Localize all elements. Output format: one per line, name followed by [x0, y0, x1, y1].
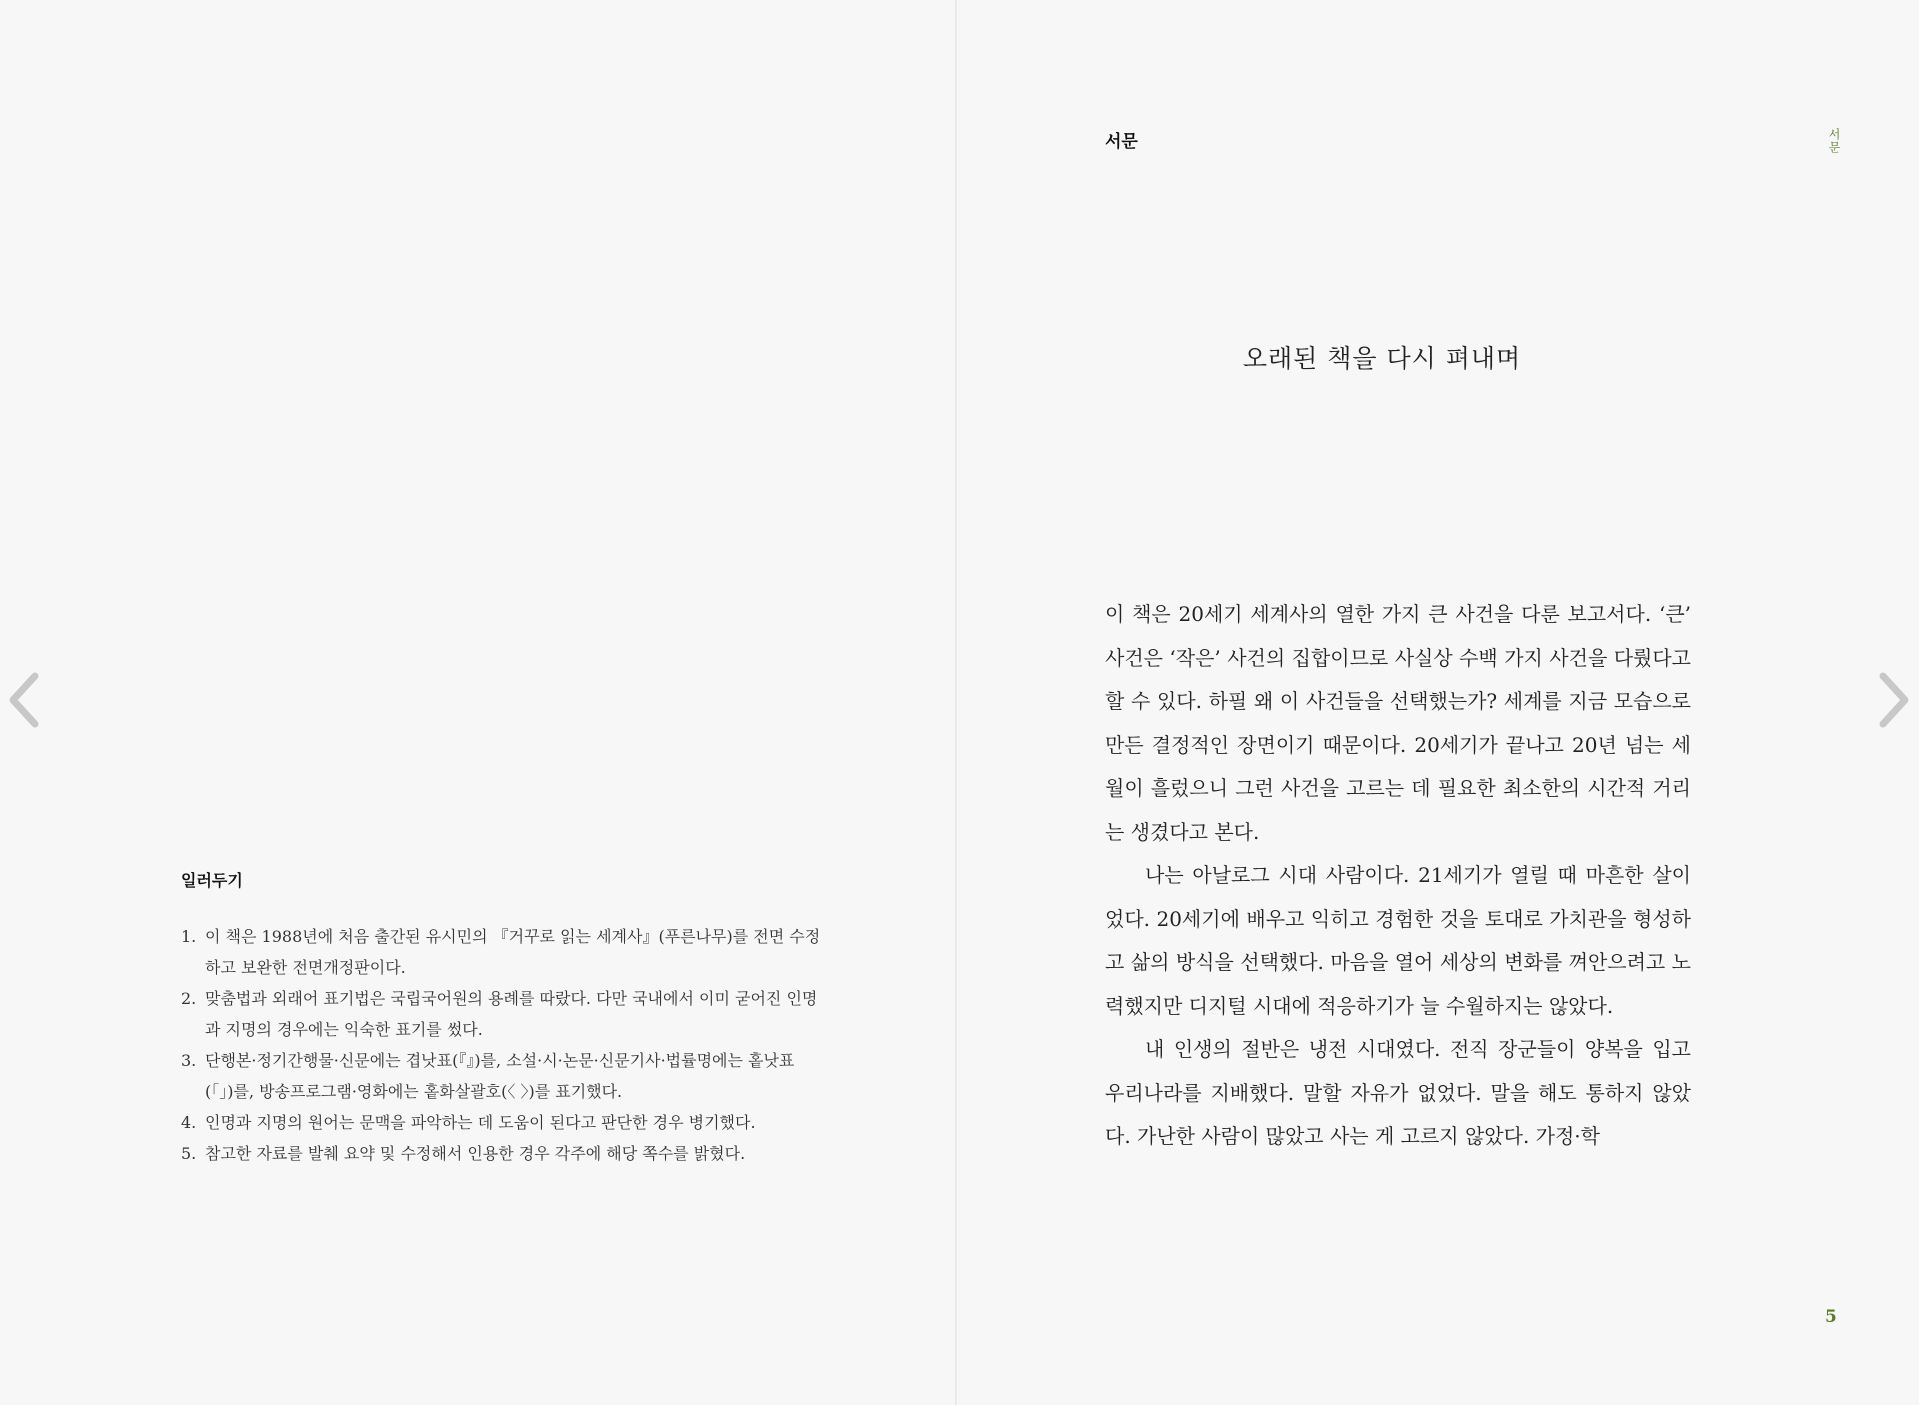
notes-item-number: 5. [181, 1144, 197, 1163]
notes-item [181, 983, 821, 1045]
notes-item-number: 2. [181, 989, 197, 1008]
chevron-right-icon [1872, 670, 1916, 730]
notes-item-text: 이 책은 1988년에 처음 출간된 유시민의 『거꾸로 읽는 세계사』(푸른나무)를 전면 수정하고 보완한 전면개정판이다. [205, 927, 821, 977]
chevron-left-icon [2, 670, 46, 730]
chapter-title: 오래된 책을 다시 펴내며 [1242, 344, 1522, 373]
page-number: 5 [1825, 1307, 1837, 1327]
notes-item-number: 3. [181, 1051, 197, 1070]
right-page [957, 0, 1919, 1405]
notes-item [181, 921, 821, 983]
notes-item-text: 참고한 자료를 발췌 요약 및 수정해서 인용한 경우 각주에 해당 쪽수를 밝혔다. [205, 1144, 746, 1163]
notes-title: 일러두기 [181, 871, 243, 890]
running-head: 서문 [1105, 132, 1138, 152]
notes-item-text: 맞춤법과 외래어 표기법은 국립국어원의 용례를 따랐다. 다만 국내에서 이미 굳어진 인명과 지명의 경우에는 익숙한 표기를 썼다. [205, 989, 818, 1039]
body-paragraph: 내 인생의 절반은 냉전 시대였다. 전직 장군들이 양복을 입고 우리나라를 지배했다. 말할 자유가 없었다. 말을 해도 통하지 않았다. 가난한 사람이 많았고 사는 게 고르지 않았다. 가정·학 [1105, 1037, 1691, 1148]
notes-item [181, 1138, 821, 1169]
body-paragraph: 이 책은 20세기 세계사의 열한 가지 큰 사건을 다룬 보고서다. ‘큰’ 사건은 ‘작은’ 사건의 집합이므로 사실상 수백 가지 사건을 다뤘다고 할 수 있다. 하필 왜 이 사건들을 선택했는가? 세계를 지금 모습으로 만든 결정적인 장면이기 때문이다. 20세기가 끝나고 20년 넘는 세월이 흘렀으니 그런 사건을 고르는 데 필요한 최소한의 시간적 거리는 생겼다고 본다. [1105, 602, 1691, 844]
section-side-tab: 서문 [1827, 128, 1841, 154]
notes-list [181, 921, 821, 1169]
notes-item-number: 1. [181, 927, 197, 946]
notes-item-text: 단행본·정기간행물·신문에는 겹낫표(『』)를, 소설·시·논문·신문기사·법률명에는 홑낫표(「」)를, 방송프로그램·영화에는 홑화살괄호(〈 〉)를 표기했다. [205, 1051, 795, 1101]
notes-item-number: 4. [181, 1113, 197, 1132]
editorial-notes [181, 868, 821, 1169]
notes-item-text: 인명과 지명의 원어는 문맥을 파악하는 데 도움이 된다고 판단한 경우 병기했다. [205, 1113, 756, 1132]
left-page [0, 0, 955, 1405]
body-text [1105, 593, 1691, 1159]
next-page-button[interactable] [1872, 670, 1916, 730]
notes-item [181, 1045, 821, 1107]
body-paragraph: 나는 아날로그 시대 사람이다. 21세기가 열릴 때 마흔한 살이었다. 20세기에 배우고 익히고 경험한 것을 토대로 가치관을 형성하고 삶의 방식을 선택했다. 마음을 열어 세상의 변화를 껴안으려고 노력했지만 디지털 시대에 적응하기가 늘 수월하지는 않았다. [1105, 863, 1691, 1018]
previous-page-button[interactable] [2, 670, 46, 730]
notes-item [181, 1107, 821, 1138]
